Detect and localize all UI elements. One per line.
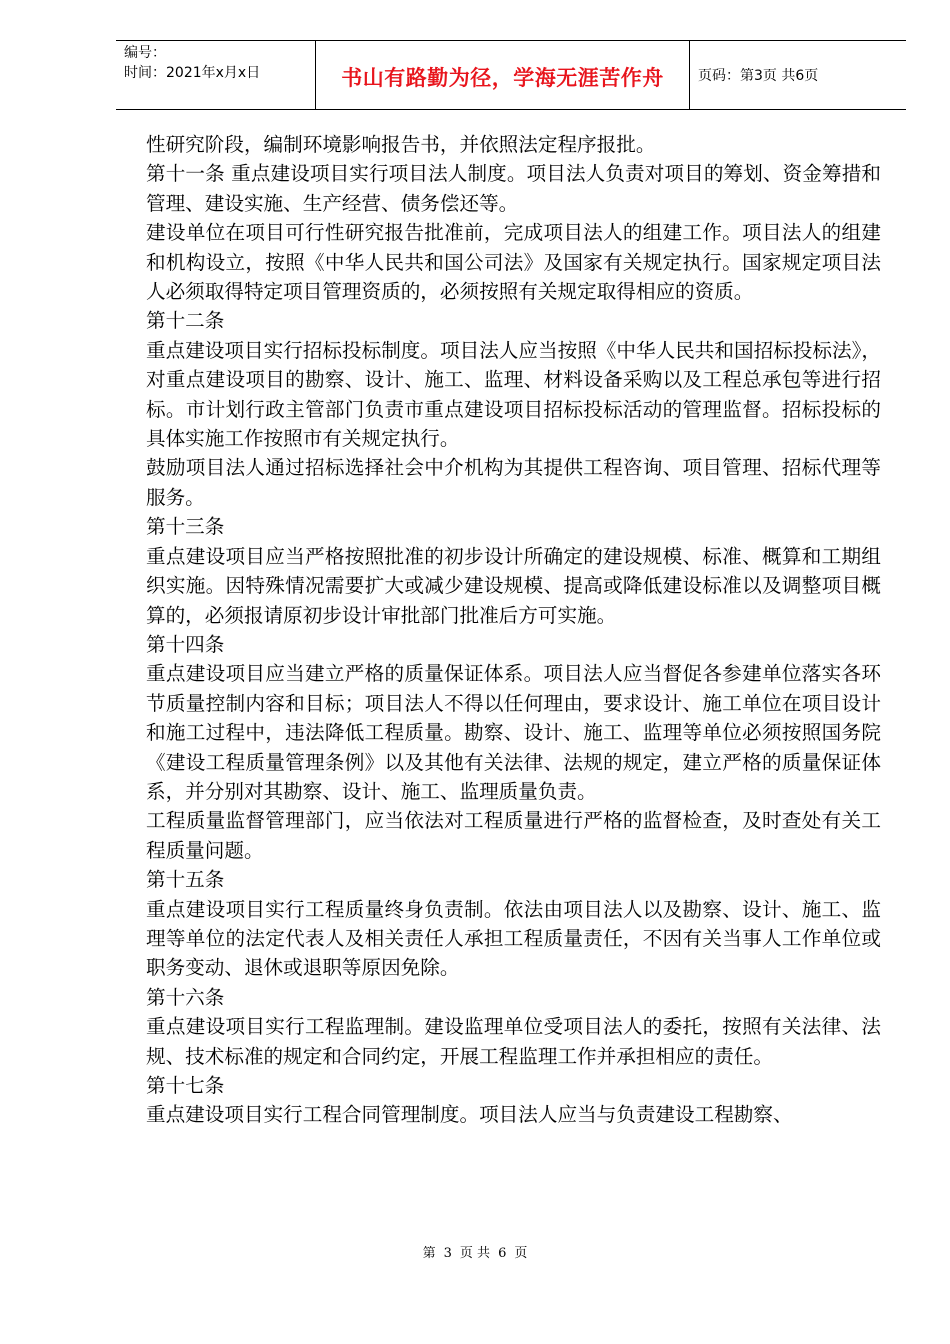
article-heading: 第十三条 xyxy=(146,515,225,539)
paragraph: 重点建设项目应当严格按照批准的初步设计所确定的建设规模、标准、概算和工期组织实施。因特殊情况需要扩大或减少建设规模、提高或降低建设标准以及调整项目概算的，必须报请原初步设计审批部门批准后方可实施。 xyxy=(146,544,881,627)
article-heading: 第十四条 xyxy=(146,632,225,656)
page-header xyxy=(116,40,906,110)
paragraph: 重点建设项目实行工程合同管理制度。项目法人应当与负责建设工程勘察、 xyxy=(146,1103,793,1127)
page-footer xyxy=(0,1242,950,1261)
header-meta xyxy=(116,41,316,109)
document-body xyxy=(146,130,881,1130)
article-heading: 第十六条 xyxy=(146,985,225,1009)
footer-total-pages: 6 xyxy=(498,1246,507,1261)
paragraph: 鼓励项目法人通过招标选择社会中介机构为其提供工程咨询、项目管理、招标代理等服务。 xyxy=(146,456,881,509)
footer-middle: 页 共 xyxy=(459,1246,491,1261)
article-11: 第十一条 重点建设项目实行项目法人制度。项目法人负责对项目的筹划、资金筹措和管理、建设实施、生产经营、债务偿还等。 xyxy=(146,162,881,215)
paragraph: 重点建设项目实行工程质量终身负责制。依法由项目法人以及勘察、设计、施工、监理等单位的法定代表人及相关责任人承担工程质量责任，不因有关当事人工作单位或职务变动、退休或退职等原因免除。 xyxy=(146,897,881,980)
paragraph: 工程质量监督管理部门，应当依法对工程质量进行严格的监督检查，及时查处有关工程质量问题。 xyxy=(146,809,881,862)
article-heading: 第十七条 xyxy=(146,1074,225,1097)
header-page-cell xyxy=(690,41,906,109)
paragraph: 重点建设项目实行工程监理制。建设监理单位受项目法人的委托，按照有关法律、法规、技术标准的规定和合同约定，开展工程监理工作并承担相应的责任。 xyxy=(146,1015,881,1068)
footer-suffix: 页 xyxy=(514,1246,528,1261)
paragraph: 性研究阶段，编制环境影响报告书，并依照法定程序报批。 xyxy=(146,133,656,156)
page-label: 页码：第3页 共6页 xyxy=(698,68,819,84)
paragraph: 重点建设项目实行招标投标制度。项目法人应当按照《中华人民共和国招标投标法》，对重点建设项目的勘察、设计、施工、监理、材料设备采购以及工程总承包等进行招标。市计划行政主管部门负责市重点建设项目招标投标活动的管理监督。招标投标的具体实施工作按照市有关规定执行。 xyxy=(146,338,881,451)
number-label: 编号： xyxy=(124,45,166,61)
footer-prefix: 第 xyxy=(422,1246,436,1261)
motto-text: 书山有路勤为径，学海无涯苦作舟 xyxy=(341,65,664,90)
time-label: 时间：2021年x月x日 xyxy=(124,65,261,81)
footer-current-page: 3 xyxy=(443,1246,452,1261)
paragraph: 重点建设项目应当建立严格的质量保证体系。项目法人应当督促各参建单位落实各环节质量控制内容和目标；项目法人不得以任何理由，要求设计、施工单位在项目设计和施工过程中，违法降低工程质量。勘察、设计、施工、监理等单位必须按照国务院《建设工程质量管理条例》以及其他有关法律、法规的规定，建立严格的质量保证体系，并分别对其勘察、设计、施工、监理质量负责。 xyxy=(146,662,881,803)
paragraph: 建设单位在项目可行性研究报告批准前，完成项目法人的组建工作。项目法人的组建和机构设立，按照《中华人民共和国公司法》及国家有关规定执行。国家规定项目法人必须取得特定项目管理资质的，必须按照有关规定取得相应的资质。 xyxy=(146,221,881,304)
header-motto-cell xyxy=(316,41,690,109)
article-heading: 第十五条 xyxy=(146,868,225,892)
article-heading: 第十二条 xyxy=(146,309,225,333)
